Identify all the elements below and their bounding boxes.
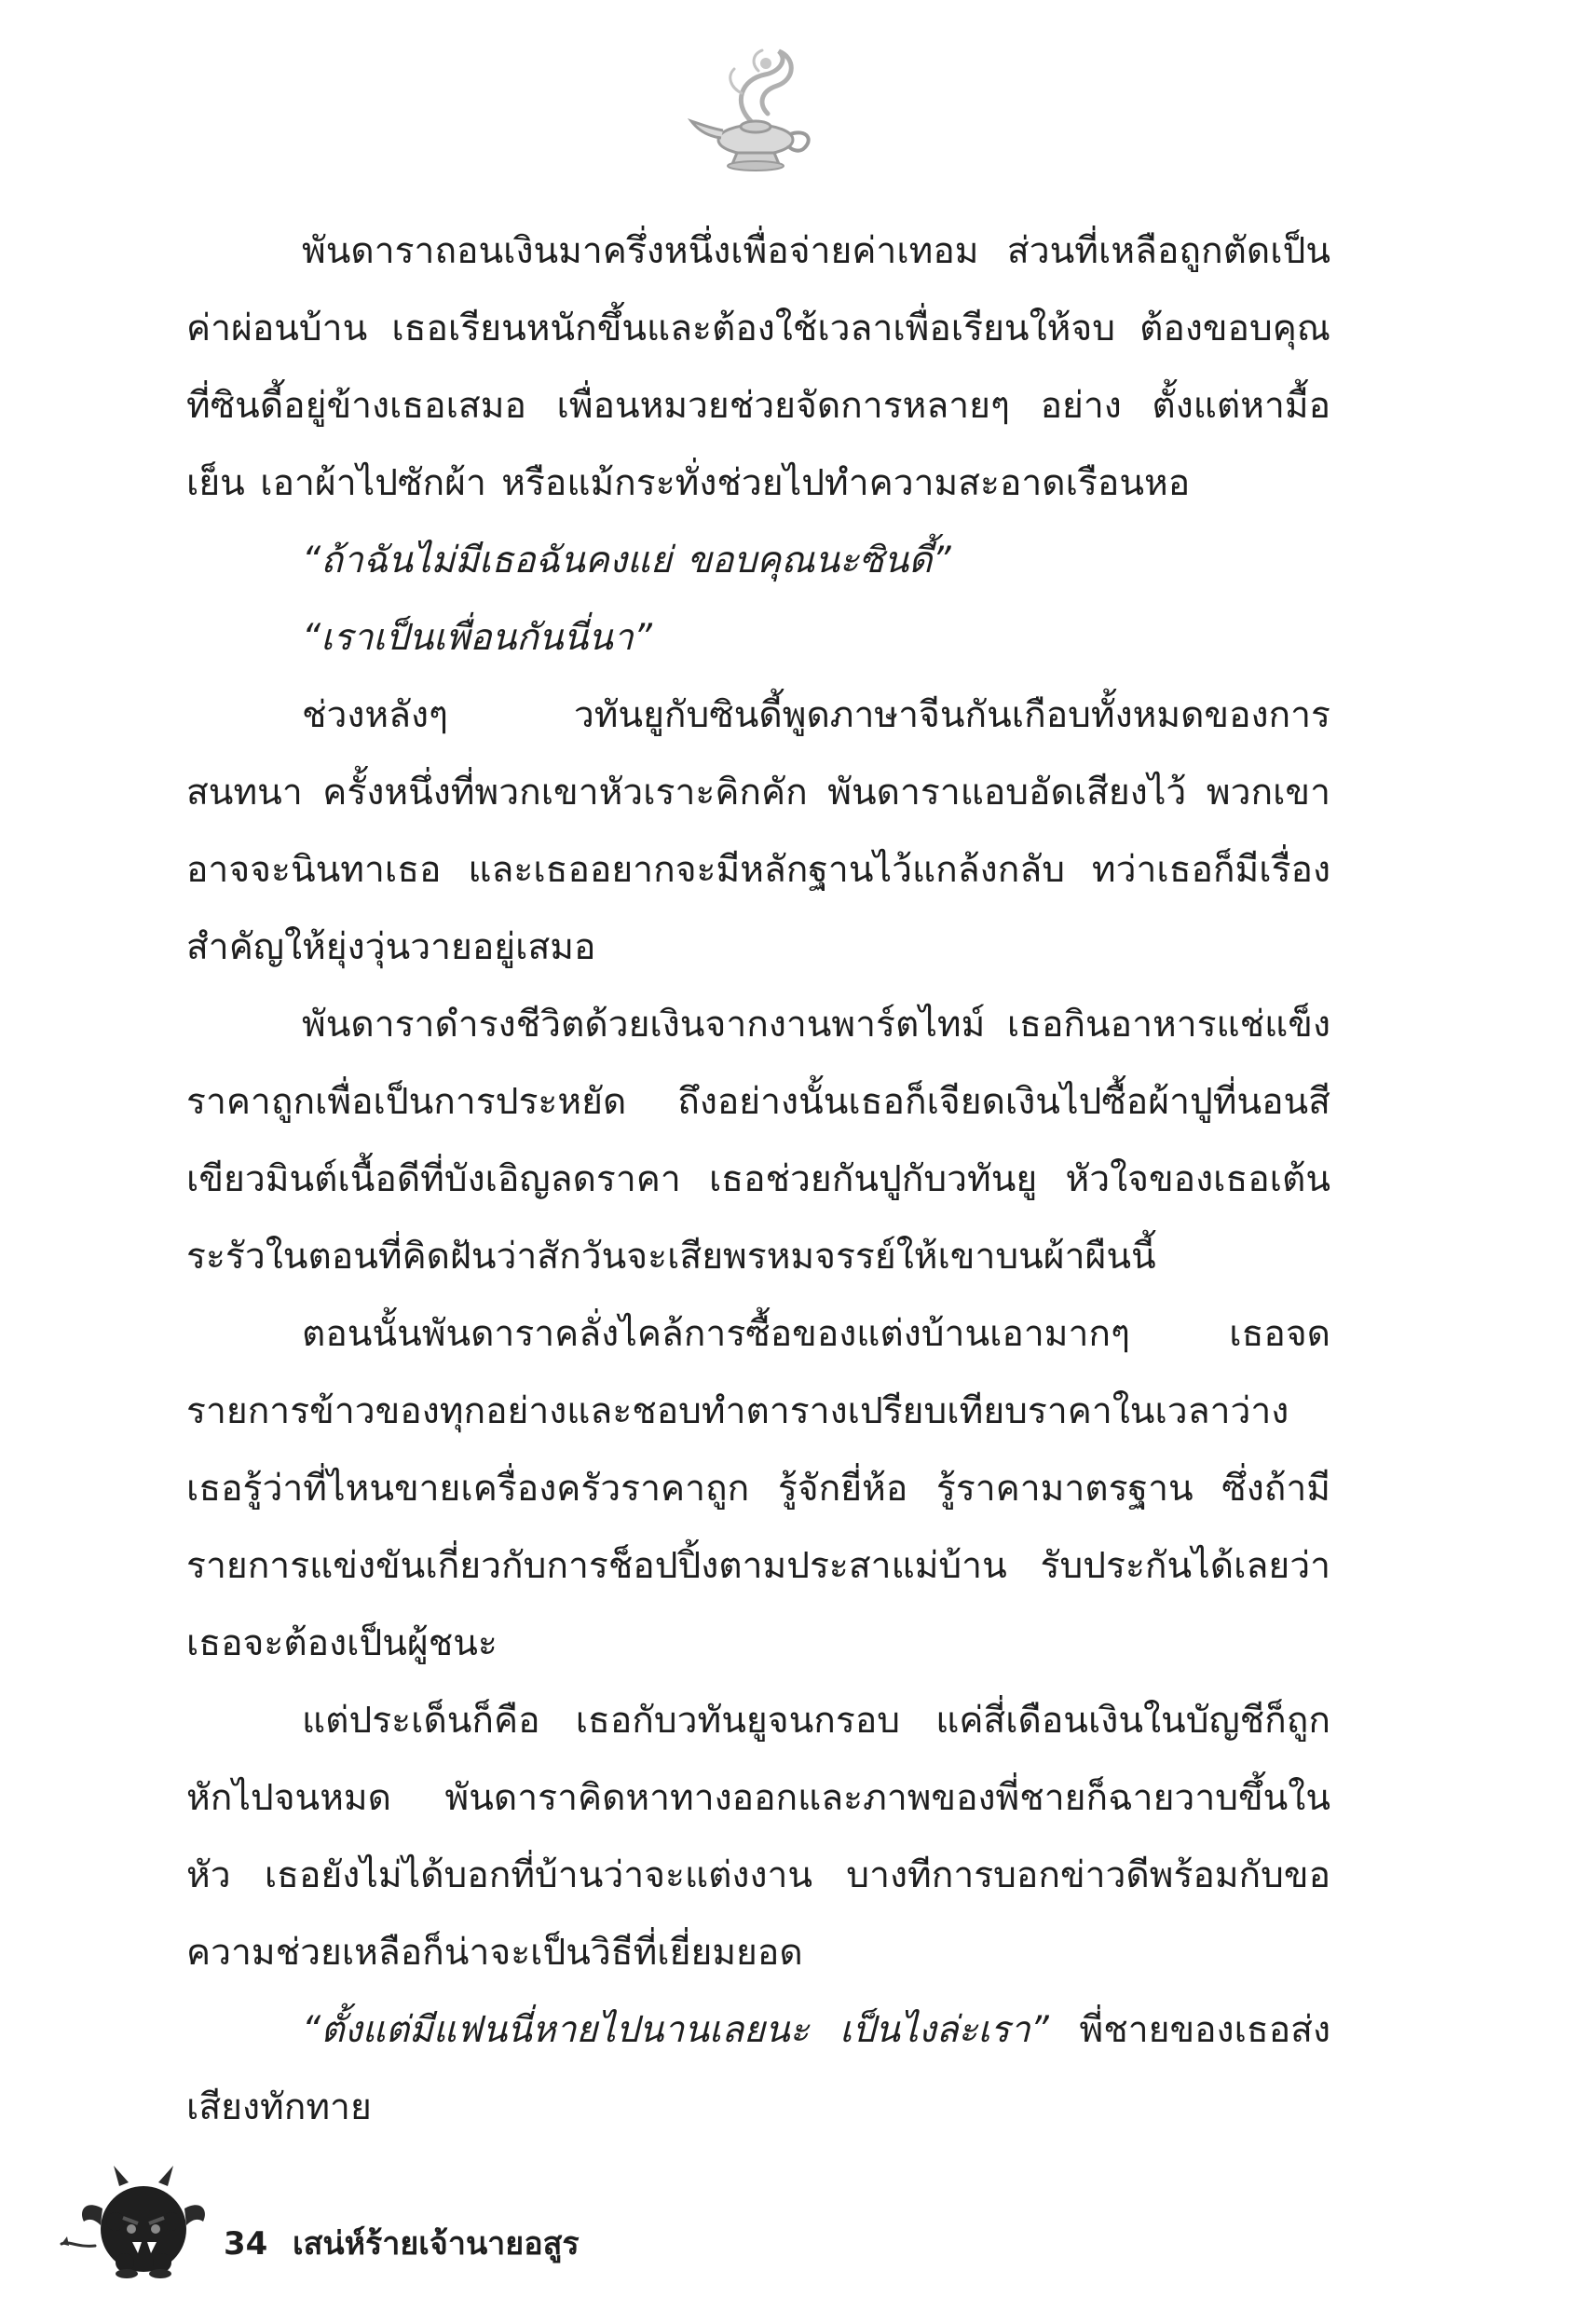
book-title: เสน่ห์ร้ายเจ้านายอสูร <box>293 2225 580 2263</box>
dialogue-quote: “ตั้งแต่มีแฟนนี่หายไปนานเลยนะ เป็นไงล่ะเรา” <box>302 2009 1049 2051</box>
little-devil-mascot-icon <box>58 2143 216 2283</box>
paragraph: แต่ประเด็นก็คือ เธอกับวทันยูจนกรอบ แค่สี่เดือนเงินในบัญชีก็ถูกหักไปจนหมด พันดาราคิดหาทางออกและภาพของพี่ชายก็ฉายวาบขึ้นในหัว เธอยังไม่ได้บอกที่บ้านว่าจะแต่งงาน บางทีการบอกข่าวดีพร้อมกับขอความช่วยเหลือก็น่าจะเป็นวิธีที่เยี่ยมยอด <box>186 1700 1330 1974</box>
paragraph-with-dialogue <box>186 1991 1330 2146</box>
dialogue-line: “ถ้าฉันไม่มีเธอฉันคงแย่ ขอบคุณนะซินดี้” <box>302 540 951 581</box>
paragraph: พันดาราดำรงชีวิตด้วยเงินจากงานพาร์ตไทม์ เธอกินอาหารแช่แข็งราคาถูกเพื่อเป็นการประหยัด ถึงอย่างนั้นเธอก็เจียดเงินไปซื้อผ้าปูที่นอนสีเขียวมินต์เนื้อดีที่บังเอิญลดราคา เธอช่วยกันปูกับวทันยู หัวใจของเธอเต้นระรัวในตอนที่คิดฝันว่าสักวันจะเสียพรหมจรรย์ให้เขาบนผ้าผืนนี้ <box>186 1004 1330 1278</box>
paragraph: พันดาราถอนเงินมาครึ่งหนึ่งเพื่อจ่ายค่าเทอม ส่วนที่เหลือถูกตัดเป็นค่าผ่อนบ้าน เธอเรียนหนักขึ้นและต้องใช้เวลาเพื่อเรียนให้จบ ต้องขอบคุณที่ซินดี้อยู่ข้างเธอเสมอ เพื่อนหมวยช่วยจัดการหลายๆ อย่าง ตั้งแต่หามื้อเย็น เอาผ้าไปซักผ้า หรือแม้กระทั่งช่วยไปทำความสะอาดเรือนหอ <box>186 230 1330 504</box>
page-footer <box>58 2143 710 2283</box>
narration: พี่ชายของเธอส่งเสียงทักทาย <box>186 2009 1330 2128</box>
paragraph: ช่วงหลังๆ วทันยูกับซินดี้พูดภาษาจีนกันเกือบทั้งหมดของการสนทนา ครั้งหนึ่งที่พวกเขาหัวเราะคิกคัก พันดาราแอบอัดเสียงไว้ พวกเขาอาจจะนินทาเธอ และเธออยากจะมีหลักฐานไว้แกล้งกลับ ทว่าเธอก็มีเรื่องสำคัญให้ยุ่งวุ่นวายอยู่เสมอ <box>186 694 1330 968</box>
magic-lamp-genie-icon <box>686 47 825 177</box>
chapter-text <box>186 212 1330 2146</box>
page-number: 34 <box>224 2225 268 2263</box>
dialogue-line: “เราเป็นเพื่อนกันนี่นา” <box>302 617 652 659</box>
paragraph: ตอนนั้นพันดาราคลั่งไคล้การซื้อของแต่งบ้านเอามากๆ เธอจดรายการข้าวของทุกอย่างและชอบทำตารางเปรียบเทียบราคาในเวลาว่าง เธอรู้ว่าที่ไหนขายเครื่องครัวราคาถูก รู้จักยี่ห้อ รู้ราคามาตรฐาน ซึ่งถ้ามีรายการแข่งขันเกี่ยวกับการช็อปปิ้งตามประสาแม่บ้าน รับประกันได้เลยว่าเธอจะต้องเป็นผู้ชนะ <box>186 1313 1330 1664</box>
